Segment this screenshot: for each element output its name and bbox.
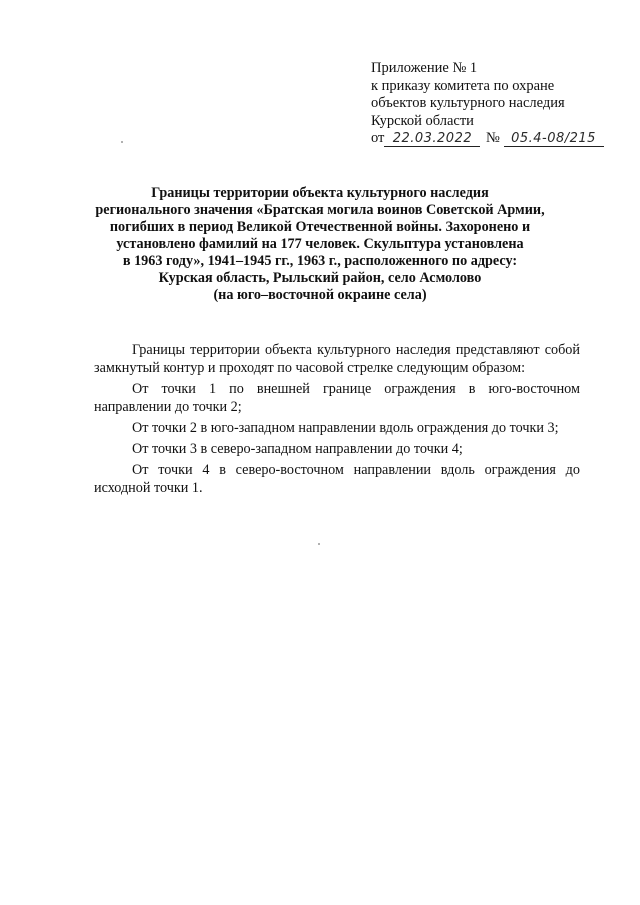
paragraph-point-1: От точки 1 по внешней границе ограждения в юго-восточном направлении до точки 2; (94, 381, 580, 415)
title-line-1: Границы территории объекта культурного наследия (151, 185, 489, 201)
title-line-3: погибших в период Великой Отечественной войны. Захоронено и (109, 219, 531, 235)
appendix-committee: объектов культурного наследия (371, 95, 565, 111)
handwritten-date: 22.03.2022 (384, 132, 480, 147)
paragraph-point-2: От точки 2 в юго-западном направлении вдоль ограждения до точки 3; (132, 420, 559, 436)
title-line-4: установлено фамилий на 177 человек. Скульптура установлена (116, 236, 524, 252)
appendix-region: Курской области (371, 112, 474, 129)
title-line-7: (на юго–восточной окраине села) (213, 287, 427, 303)
appendix-order-ref: к приказу комитета по охране (371, 77, 555, 94)
number-prefix: № (486, 130, 500, 146)
paragraph-point-4: От точки 4 в северо-восточном направлении вдоль ограждения до исходной точки 1. (94, 462, 580, 496)
title-line-2: регионального значения «Братская могила воинов Советской Армии, (95, 202, 545, 218)
paragraph-intro: Границы территории объекта культурного наследия представляют собой замкнутый контур и проходят по часовой стрелке следующим образом: (94, 342, 580, 376)
appendix-number: Приложение № 1 (371, 60, 478, 76)
date-prefix: от (371, 130, 385, 146)
appendix-header (371, 60, 621, 148)
document-body (94, 341, 580, 500)
document-title (80, 185, 560, 304)
handwritten-order-number: 05.4-08/215 (504, 132, 604, 147)
title-line-5: в 1963 году», 1941–1945 гг., 1963 г., расположенного по адресу: (122, 253, 518, 269)
scan-speck (121, 141, 123, 143)
scan-speck (318, 543, 320, 545)
title-line-6: Курская область, Рыльский район, село Асмолово (158, 270, 482, 286)
appendix-date-number-line (371, 130, 621, 148)
paragraph-point-3: От точки 3 в северо-западном направлении до точки 4; (132, 441, 463, 457)
